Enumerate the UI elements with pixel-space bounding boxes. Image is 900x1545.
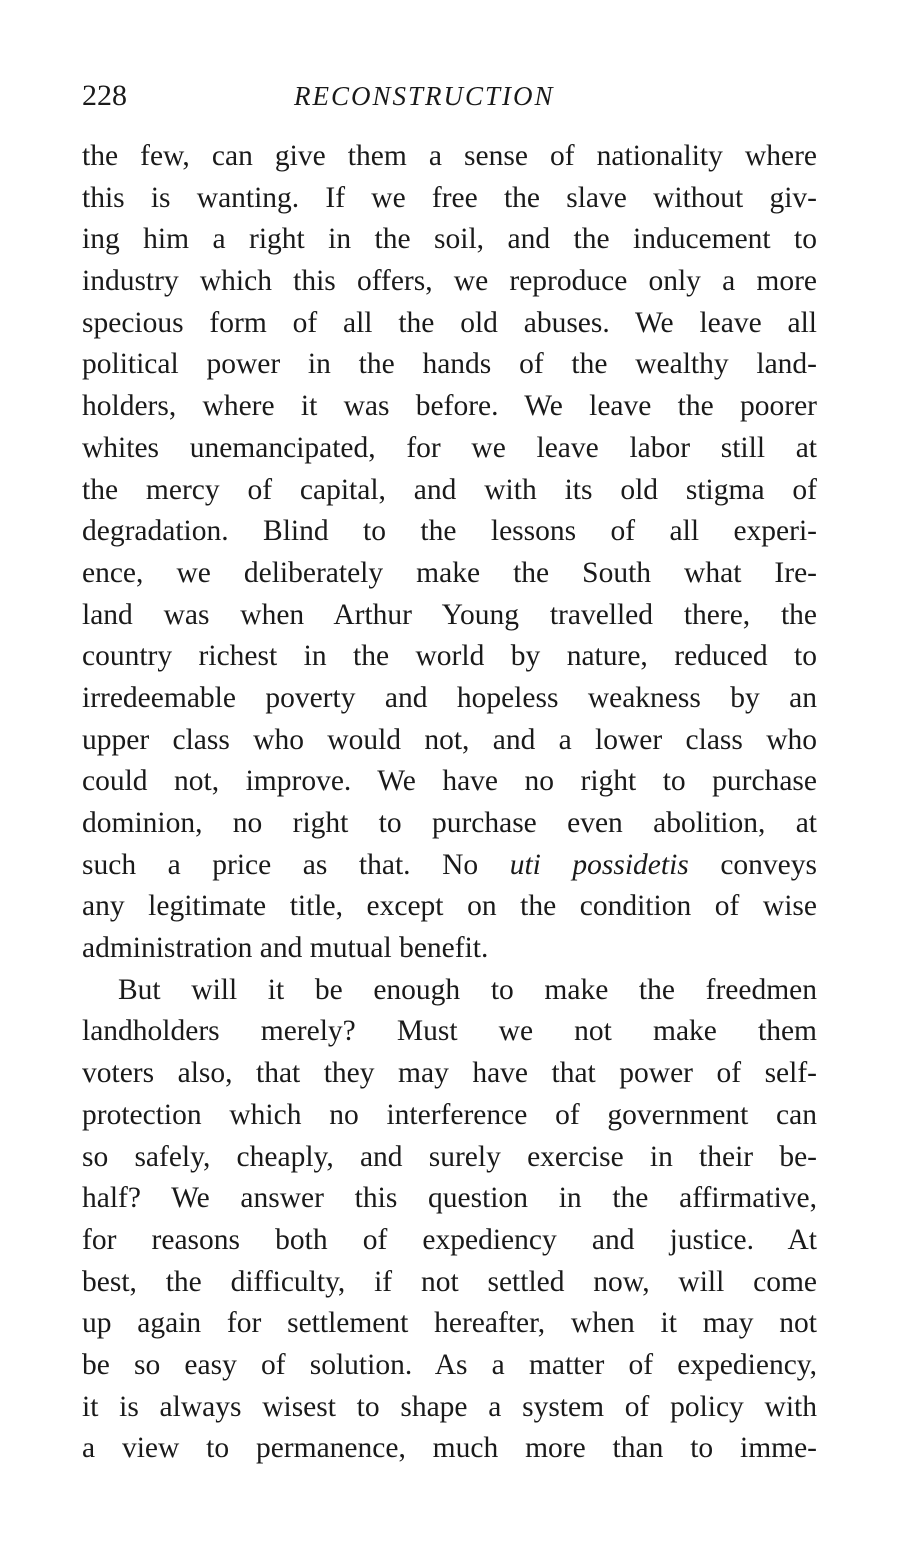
text-line-with-italic <box>82 845 817 887</box>
text-line: the few, can give them a sense of nationality where <box>82 140 817 172</box>
text-line: industry which this offers, we reproduce only a more <box>82 265 817 298</box>
text-line: whites unemancipated, for we leave labor still at <box>82 431 817 464</box>
text-line: upper class who would not, and a lower class who <box>82 723 817 756</box>
text-line: degradation. Blind to the lessons of all experi- <box>82 515 817 548</box>
text-line: dominion, no right to purchase even abolition, at <box>82 807 817 839</box>
text-line: could not, improve. We have no right to purchase <box>82 765 817 798</box>
text-line: But will it be enough to make the freedmen <box>118 973 817 1006</box>
body-text <box>82 136 817 1470</box>
text-line: for reasons both of expediency and justice. At <box>82 1223 817 1256</box>
text-line: land was when Arthur Young travelled there, the <box>82 598 817 631</box>
text-line: the mercy of capital, and with its old stigma of <box>82 473 817 506</box>
text-line: landholders merely? Must we not make them <box>82 1015 817 1048</box>
text-segment: such a price as that. No <box>82 848 510 881</box>
text-line: country richest in the world by nature, reduced to <box>82 640 817 673</box>
text-line: up again for settlement hereafter, when it may not <box>82 1307 817 1340</box>
text-line: voters also, that they may have that power of self- <box>82 1057 817 1090</box>
text-line: holders, where it was before. We leave the poorer <box>82 390 817 423</box>
paragraph-2 <box>82 970 817 1470</box>
text-line: best, the difficulty, if not settled now, will come <box>82 1265 817 1298</box>
text-line: specious form of all the old abuses. We leave all <box>82 306 817 339</box>
page-number: 228 <box>82 79 127 112</box>
text-line: it is always wisest to shape a system of policy with <box>82 1390 817 1423</box>
text-line: so safely, cheaply, and surely exercise in their be- <box>82 1140 817 1173</box>
text-line: protection which no interference of government can <box>82 1098 817 1131</box>
text-line: irredeemable poverty and hopeless weakness by an <box>82 681 817 714</box>
text-line: half? We answer this question in the affirmative, <box>82 1182 817 1215</box>
running-head <box>82 74 817 118</box>
text-line: this is wanting. If we free the slave without giv- <box>82 181 817 214</box>
text-line: political power in the hands of the wealthy land- <box>82 348 817 381</box>
italic-phrase: uti possidetis <box>509 848 689 881</box>
text-segment: conveys <box>688 848 818 881</box>
text-line: administration and mutual benefit. <box>82 932 489 965</box>
text-line: any legitimate title, except on the condition of wise <box>82 890 817 923</box>
paragraph-1 <box>82 136 817 970</box>
running-title: RECONSTRUCTION <box>294 81 555 111</box>
text-line: a view to permanence, much more than to imme- <box>82 1432 817 1465</box>
text-line: ence, we deliberately make the South what Ire- <box>82 556 817 589</box>
text-line: be so easy of solution. As a matter of expediency, <box>82 1348 817 1381</box>
text-line: ing him a right in the soil, and the inducement to <box>82 223 817 256</box>
